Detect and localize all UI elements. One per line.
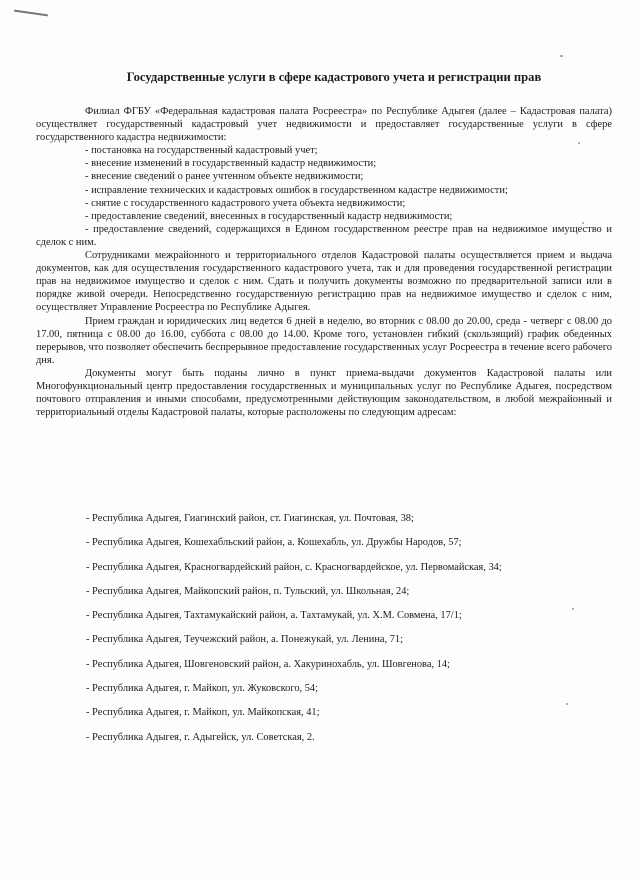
- service-item: - снятие с государственного кадастрового учета объекта недвижимости;: [85, 197, 406, 209]
- service-item: - внесение сведений о ранее учтенном объекте недвижимости;: [85, 171, 364, 183]
- address-item: - Республика Адыгея, г. Майкоп, ул. Майкопская, 41;: [86, 707, 320, 719]
- address-item: - Республика Адыгея, Тахтамукайский район, а. Тахтамукай, ул. Х.М. Совмена, 17/1;: [86, 610, 462, 622]
- service-item: - внесение изменений в государственный кадастр недвижимости;: [85, 158, 377, 170]
- service-item: - исправление технических и кадастровых ошибок в государственном кадастре недвижимости;: [85, 184, 508, 196]
- address-item: - Республика Адыгея, г. Адыгейск, ул. Советская, 2.: [86, 731, 315, 743]
- address-list: [36, 512, 612, 744]
- document-body: [36, 105, 612, 419]
- submission-paragraph: Документы могут быть поданы лично в пункт приема-выдачи документов Кадастровой палаты или Многофункциональный центр предоставления государственных и муниципальных услуг по Республике Адыгея, посредством почтового отправления и иными способами, предусмотренными действующим законодательством, в любой межрайонный и территориальный отделы Кадастровой палаты, которые расположены по следующим адресам:: [36, 367, 612, 419]
- service-item: - предоставление сведений, внесенных в государственный кадастр недвижимости;: [85, 210, 453, 222]
- service-item: - постановка на государственный кадастровый учет;: [85, 145, 318, 157]
- address-item: - Республика Адыгея, Шовгеновский район, а. Хакуринохабль, ул. Шовгенова, 14;: [86, 658, 450, 670]
- scan-corner-mark: [14, 10, 48, 17]
- schedule-paragraph: Прием граждан и юридических лиц ведется 6 дней в неделю, во вторник с 08.00 до 20.00, среда - четверг с 08.00 до 17.00, пятница с 08.00 до 16.00, суббота с 08.00 до 14.00. Кроме того, установлен гибкий (скользящий) график обеденных перерывов, что позволяет обеспечить беспрерывное предоставление государственных услуг Росреестра в течение всего рабочего дня.: [36, 315, 612, 366]
- address-item: - Республика Адыгея, Гиагинский район, ст. Гиагинская, ул. Почтовая, 38;: [86, 513, 414, 524]
- intro-paragraph: Филиал ФГБУ «Федеральная кадастровая палата Росреестра» по Республике Адыгея (далее – Кадастровая палата) осуществляет государственный кадастровый учет недвижимости и предоставляет государственные услуги в сфере государственного кадастра недвижимости:: [36, 106, 612, 144]
- address-item: - Республика Адыгея, г. Майкоп, ул. Жуковского, 54;: [86, 683, 318, 695]
- address-item: - Республика Адыгея, Теучежский район, а. Понежукай, ул. Ленина, 71;: [86, 634, 403, 646]
- scan-speck: [560, 55, 563, 57]
- address-item: - Республика Адыгея, Майкопский район, п. Тульский, ул. Школьная, 24;: [86, 585, 410, 597]
- staff-paragraph: Сотрудниками межрайонного и территориального отделов Кадастровой палаты осуществляется прием и выдача документов, как для осуществления государственного кадастрового учета, так и для проведения государственной регистрации прав на недвижимое имущество и сделок с ним. Сдать и получить документы возможно по предварительной записи или в порядке живой очереди. Непосредственно государственную регистрацию прав на недвижимое имущество и сделок с ним, осуществляет Управление Росреестра по Республике Адыгея.: [36, 250, 612, 314]
- document-title: Государственные услуги в сфере кадастрового учета и регистрации прав: [126, 70, 542, 84]
- service-item: - предоставление сведений, содержащихся в Едином государственном реестре прав на недвижимое имущество и сделок с ним.: [36, 223, 612, 248]
- address-item: - Республика Адыгея, Красногвардейский район, с. Красногвардейское, ул. Первомайская, 34;: [86, 561, 502, 573]
- address-item: - Республика Адыгея, Кошехабльский район, а. Кошехабль, ул. Дружбы Народов, 57;: [86, 537, 462, 549]
